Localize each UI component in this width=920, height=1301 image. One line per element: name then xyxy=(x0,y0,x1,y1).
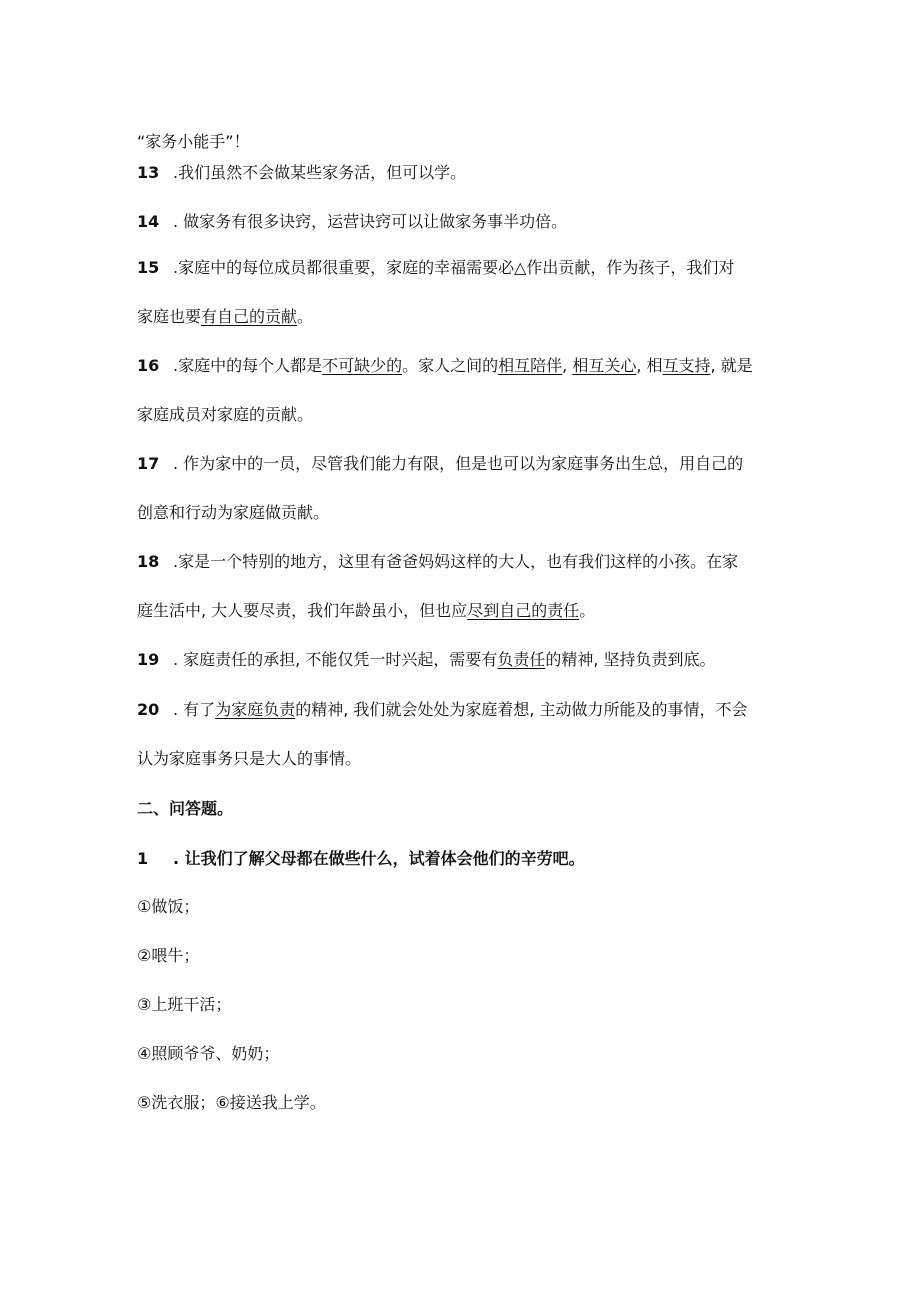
item-17-line-2 xyxy=(137,502,860,524)
underlined-answer: 相互陪伴 xyxy=(498,356,563,375)
question-number: 1 xyxy=(137,849,149,868)
item-text: . 做家务有很多诀窍，运营诀窍可以让做家务事半功倍。 xyxy=(173,212,568,231)
item-15-line-2 xyxy=(137,306,860,328)
item-text: .家是一个特别的地方，这里有爸爸妈妈这样的大人，也有我们这样的小孩。在家 xyxy=(173,552,739,571)
item-16-line-1 xyxy=(137,355,860,377)
item-text: , xyxy=(562,356,573,375)
item-17-line-1 xyxy=(137,453,860,475)
item-15-line-1 xyxy=(137,257,860,279)
item-19-line-1 xyxy=(137,649,860,671)
item-text: . 有了 xyxy=(173,700,216,719)
item-18-line-1 xyxy=(137,551,860,573)
item-text: . 家庭责任的承担, 不能仅凭一时兴起，需要有 xyxy=(173,650,498,669)
item-text: 家庭成员对家庭的贡献。 xyxy=(137,405,314,424)
item-number: 13 xyxy=(137,163,160,182)
question-1 xyxy=(137,848,860,870)
underlined-answer: 不可缺少的 xyxy=(322,356,403,375)
item-13-line-1 xyxy=(137,162,860,184)
item-14-line-1 xyxy=(137,211,860,233)
answer-item: ③上班干活； xyxy=(137,995,232,1014)
item-text: 的精神, 我们就会处处为家庭着想, 主动做力所能及的事情，不会 xyxy=(295,700,748,719)
item-text: 。 xyxy=(297,307,314,326)
answer-item: ①做饭； xyxy=(137,897,200,916)
item-number: 20 xyxy=(137,700,160,719)
item-number: 14 xyxy=(137,212,160,231)
intro-line: “家务小能手”！ xyxy=(137,132,250,151)
answer-item: ④照顾爷爷、奶奶； xyxy=(137,1044,280,1063)
item-16-line-2 xyxy=(137,404,860,426)
question-text: . 让我们了解父母都在做些什么，试着体会他们的辛劳吧。 xyxy=(173,849,585,868)
item-text: .家庭中的每位成员都很重要，家庭的幸福需要必△作出贡献，作为孩子，我们对 xyxy=(173,258,735,277)
item-text: .家庭中的每个人都是 xyxy=(173,356,323,375)
underlined-answer: 互支持 xyxy=(662,356,711,375)
item-text: 。家人之间的 xyxy=(402,356,499,375)
underlined-answer: 有自己的贡献 xyxy=(201,307,298,326)
item-text: . 作为家中的一员，尽管我们能力有限，但是也可以为家庭事务出生总，用自己的 xyxy=(173,454,744,473)
answer-item: ⑤洗衣服；⑥接送我上学。 xyxy=(137,1093,326,1112)
underlined-answer: 负责任 xyxy=(497,650,546,669)
item-20-line-2 xyxy=(137,748,860,770)
item-text: 创意和行动为家庭做贡献。 xyxy=(137,503,330,522)
item-number: 17 xyxy=(137,454,160,473)
item-text: .我们虽然不会做某些家务活，但可以学。 xyxy=(173,163,467,182)
item-number: 15 xyxy=(137,258,160,277)
item-18-line-2 xyxy=(137,600,860,622)
item-text: , 就是 xyxy=(710,356,753,375)
underlined-answer: 尽到自己的责任 xyxy=(467,601,580,620)
underlined-answer: 为家庭负责 xyxy=(215,700,296,719)
item-text: , 相 xyxy=(636,356,663,375)
item-text: 的精神, 坚持负责到底。 xyxy=(545,650,716,669)
item-number: 19 xyxy=(137,650,160,669)
item-number: 18 xyxy=(137,552,160,571)
item-20-line-1 xyxy=(137,699,860,721)
item-text: 庭生活中, 大人要尽责，我们年龄虽小，但也应 xyxy=(137,601,468,620)
item-number: 16 xyxy=(137,356,160,375)
section-title: 二、问答题。 xyxy=(137,799,234,818)
item-text: 。 xyxy=(579,601,596,620)
answer-item: ②喂牛； xyxy=(137,946,200,965)
item-text: 认为家庭事务只是大人的事情。 xyxy=(137,749,362,768)
underlined-answer: 相互关心 xyxy=(572,356,637,375)
item-text: 家庭也要 xyxy=(137,307,202,326)
